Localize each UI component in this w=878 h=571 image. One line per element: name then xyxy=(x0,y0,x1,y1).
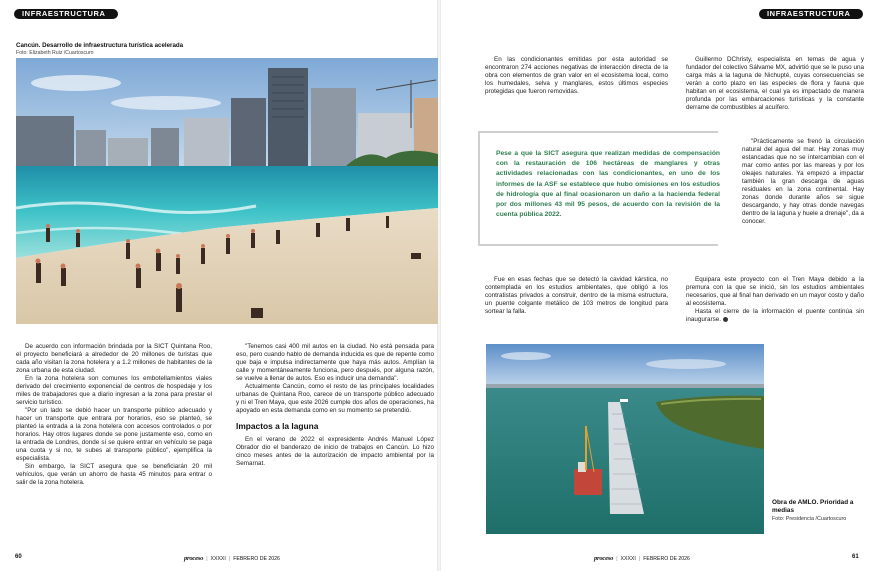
bottom-photo-caption-title: Obra de AMLO. Prioridad a medias xyxy=(772,499,854,514)
bottom-photo-caption xyxy=(772,499,872,522)
col1-paragraph-2: En la zona hotelera son comunes los embotellamientos viales derivado del crecimiento exponencial de centros de hospedaje y los miles de trabajadores que a diario ingresan a la zona para prestar el servicio turístico. xyxy=(16,375,212,406)
bottom-photo-caption-credit: Foto: Presidencia /Cuartoscuro xyxy=(772,516,847,522)
col3-paragraph-2: Fue en esas fechas que se detectó la cavidad kárstica, no contemplada en los estudios ambientales, que obligó a los contratistas privados a construir, dentro de la misma estructura, un puente colgante metálico de 103 metros de longitud para sortear la falla. xyxy=(485,276,668,315)
col1-paragraph-4: Sin embargo, la SICT asegura que se beneficiarán 20 mil vehículos, que verán un ahorro de hasta 45 minutos para entrar o salir de la zona hotelera. xyxy=(16,463,212,486)
top-photo-caption-title: Cancún. Desarrollo de infraestructura turística acelerada xyxy=(16,42,184,49)
brand-logo-left: proceso xyxy=(184,555,204,562)
column-1 xyxy=(16,343,212,487)
footer-left xyxy=(184,555,280,562)
col4-paragraph-1: Guillermo DChristy, especialista en temas de agua y fundador del colectivo Sálvame MX, advirtió que se le puso una carga más a la laguna de Nichupté, cuyas consecuencias se verán a corto plazo en las especies de flora y fauna que habitan en el ecosistema, el cual ya es impactado de manera profunda por las embarcaciones turísticas y la constante derrame de combustibles al acuífero. xyxy=(686,56,864,111)
issue-date-left: FEBRERO DE 2026 xyxy=(233,555,280,562)
footer-separator: | xyxy=(228,555,231,562)
issue-date-right: FEBRERO DE 2026 xyxy=(643,555,690,562)
bridge-photo-illustration xyxy=(486,344,764,534)
footer-right xyxy=(594,555,690,562)
column-2 xyxy=(236,343,434,468)
pull-quote xyxy=(478,131,718,246)
col4-paragraph-3: Equipara este proyecto con el Tren Maya debido a la premura con la que se inició, sin los estudios ambientales necesarios, que al final han derivado en un mayor costo y daño al ecosistema. xyxy=(686,276,864,307)
column-3-top xyxy=(485,56,668,96)
col1-paragraph-1: De acuerdo con información brindada por la SICT Quintana Roo, el proyecto beneficiará a alrededor de 20 millones de turistas que cada año visitan la zona hotelera y a 1.2 millones de habitantes de la zona urbana de esta ciudad. xyxy=(16,343,212,374)
footer-separator: | xyxy=(616,555,618,562)
top-photo-caption xyxy=(16,42,436,56)
footer-separator: | xyxy=(206,555,208,562)
col2-paragraph-3: En el verano de 2022 el expresidente Andrés Manuel López Obrador dio el banderazo de inicio de trabajos en Cancún. Lo hizo cinco meses antes de la autorización de impacto ambiental por la Semarnat. xyxy=(236,436,434,467)
col4-paragraph-2: "Prácticamente se frenó la circulación natural del agua del mar. Hay zonas muy estancadas que no se intercambian con el mar como antes por las mareas y por los oleajes naturales. Ya empezó a impactar también la gran descarga de aguas residuales en la zona continental. Hay zonas donde durante años se sigue descargando, y hay otras donde navegas dentro de la laguna y huele a drenaje", da a conocer. xyxy=(742,138,864,225)
pull-quote-text: Pese a que la SICT asegura que realizan medidas de compensación con la restauración de 106 hectáreas de manglares y otras actividades relacionadas con las condicionantes, en uno de los informes de la ASF se establece que hubo omisiones en los estudios de hidrología que al final ocasionaron un daño a la hacienda federal por dos millones 43 mil 95 pesos, de acuerdo con la revisión de la cuenta pública 2022. xyxy=(496,150,720,219)
column-4-middle xyxy=(742,138,864,226)
col1-paragraph-3: "Por un lado se debió hacer un transporte público adecuado y hacer un transporte que entrara por horarios, eso se planteó, se planteó la entrada a la zona hotelera con accesos controlados o por horarios. Hay otros lugares donde se pone justamente eso, como en la entrada de Londres, donde sí se quiere entrar en vehículo se paga una cuota y si no, te subes al transporte público", ejemplifica la especialista. xyxy=(16,407,212,462)
page-number-right: 61 xyxy=(852,554,859,560)
column-4-bottom xyxy=(686,276,864,324)
beach-photo xyxy=(16,58,438,324)
col2-subhead: Impactos a la laguna xyxy=(236,421,319,431)
col3-paragraph-1: En las condicionantes emitidas por esta autoridad se encontraron 274 acciones negativas de interacción directa de la obra con elementos de gran valor en el ecosistema local, como los humedales, selva y manglares, estos últimos especies protegidas que fueron removidas. xyxy=(485,56,668,95)
article-end-icon xyxy=(723,317,728,322)
brand-logo-right: proceso xyxy=(594,555,614,562)
page-number-left: 60 xyxy=(15,554,22,560)
top-photo-caption-credit: Foto: Elizabeth Ruiz /Cuartoscuro xyxy=(16,50,94,56)
bridge-photo xyxy=(486,344,764,534)
issue-number-right: XXXXI xyxy=(620,555,636,562)
col4-paragraph-4-text: Hasta el cierre de la información el puente continúa sin inaugurarse. xyxy=(686,308,864,323)
col2-paragraph-2: Actualmente Cancún, como el resto de las principales localidades urbanas de Quintana Roo, carece de un transporte público adecuado y ni el Tren Maya, que este 2026 cumple dos años de operaciones, ha apoyado en esta demanda como en su momento se pretendió. xyxy=(236,383,434,414)
section-tab-right: INFRAESTRUCTURA xyxy=(759,9,863,19)
section-tab-left: INFRAESTRUCTURA xyxy=(14,9,118,19)
column-4-top xyxy=(686,56,864,112)
column-3-bottom xyxy=(485,276,668,316)
col2-paragraph-1: "Tenemos casi 400 mil autos en la ciudad. No está pensada para eso, pero cuando hablo de demanda inducida es que de repente como que baja e impulsa indirectamente que haya más autos. Amplían la calle y momentáneamente funciona, pero después, por alguna razón, se vuelve a llenar de autos. Eso es inducir una demanda". xyxy=(236,343,434,382)
beach-photo-illustration xyxy=(16,58,438,324)
col4-paragraph-4 xyxy=(686,308,864,324)
footer-separator: | xyxy=(638,555,641,562)
issue-number-left: XXXXI xyxy=(210,555,226,562)
